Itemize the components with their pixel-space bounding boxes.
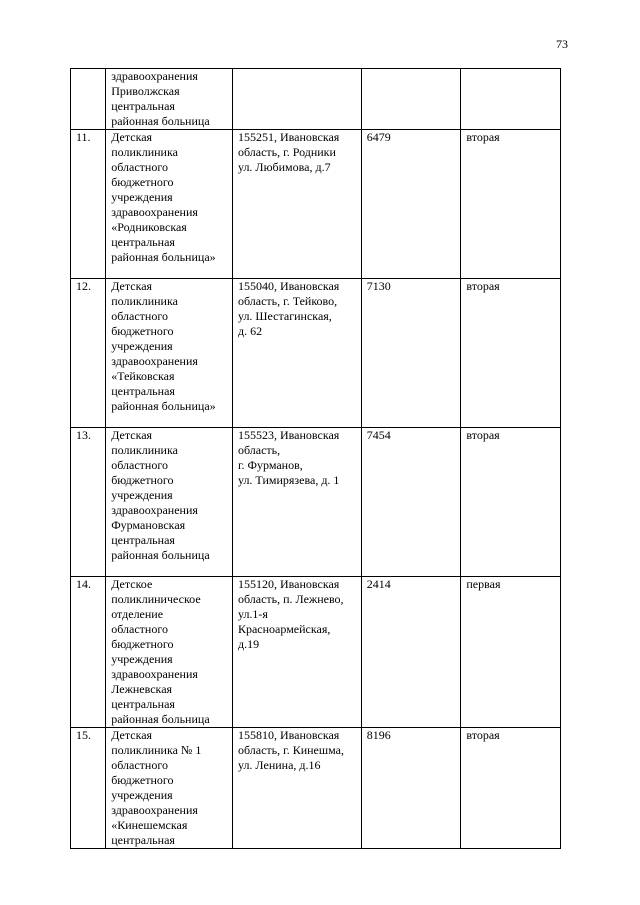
institution-name-line: здравоохранения	[111, 205, 198, 219]
institution-name-line: учреждения	[111, 652, 173, 666]
institution-name-cell	[106, 728, 233, 849]
address-line: область, г. Тейково,	[237, 294, 338, 308]
institution-name-line: Детская	[111, 130, 153, 144]
address-line: 155040, Ивановская	[237, 279, 340, 293]
institution-name-line: центральная	[111, 99, 175, 113]
address-line: д. 62	[237, 324, 263, 338]
category-cell: вторая	[461, 279, 561, 428]
table-row	[71, 577, 561, 728]
institution-name-cell	[106, 428, 233, 577]
population-cell: 7454	[361, 428, 461, 577]
table-row	[71, 428, 561, 577]
institution-name-line: центральная	[111, 833, 175, 847]
row-number-cell: 13.	[71, 428, 106, 577]
address-cell	[232, 428, 361, 577]
institution-name-line: Детское	[111, 577, 153, 591]
institution-name-line: районная больница	[111, 712, 210, 726]
institution-name-cell	[106, 279, 233, 428]
institution-name-line: здравоохранения	[111, 803, 198, 817]
address-cell	[232, 728, 361, 849]
institution-name-line: поликлиническое	[111, 592, 201, 606]
institution-name-line: «Тейковская	[111, 369, 175, 383]
institution-name-line: поликлиника	[111, 145, 178, 159]
institution-name-line: учреждения	[111, 788, 173, 802]
address-line: 155251, Ивановская	[237, 130, 340, 144]
table-row	[71, 279, 561, 428]
institution-name-line: областного	[111, 458, 168, 472]
institution-name-cell	[106, 69, 233, 130]
institution-name-line: бюджетного	[111, 473, 174, 487]
address-line: ул. Ленина, д.16	[237, 758, 321, 772]
category-cell	[461, 69, 561, 130]
institution-name-line: учреждения	[111, 339, 173, 353]
institution-name-line: Детская	[111, 279, 153, 293]
institution-name-line: Фурмановская	[111, 518, 186, 532]
address-line: ул. Тимирязева, д. 1	[237, 473, 340, 487]
category-cell: вторая	[461, 728, 561, 849]
institution-name-line: центральная	[111, 235, 175, 249]
population-cell	[361, 69, 461, 130]
institution-name-line: областного	[111, 622, 168, 636]
address-cell	[232, 577, 361, 728]
institution-name-line: отделение	[111, 607, 164, 621]
clinics-table-body	[71, 69, 561, 849]
institution-name-line: поликлиника № 1	[111, 743, 202, 757]
address-cell	[232, 69, 361, 130]
institution-name-cell	[106, 130, 233, 279]
institution-name-line: районная больница»	[111, 250, 216, 264]
address-line: г. Фурманов,	[237, 458, 303, 472]
institution-name-line: «Родниковская	[111, 220, 187, 234]
institution-name-line: здравоохранения	[111, 354, 198, 368]
category-cell: первая	[461, 577, 561, 728]
category-cell: вторая	[461, 428, 561, 577]
address-line: 155810, Ивановская	[237, 728, 340, 742]
row-number-cell: 15.	[71, 728, 106, 849]
institution-name-line: районная больница	[111, 114, 210, 128]
institution-name-line: центральная	[111, 384, 175, 398]
institution-name-line: бюджетного	[111, 773, 174, 787]
address-line: область, п. Лежнево,	[237, 592, 344, 606]
institution-name-line: учреждения	[111, 488, 173, 502]
address-line: область,	[237, 443, 281, 457]
institution-name-line: здравоохранения	[111, 503, 198, 517]
population-cell: 8196	[361, 728, 461, 849]
institution-name-line: здравоохранения	[111, 667, 198, 681]
institution-name-line: здравоохранения	[111, 69, 198, 83]
institution-name-line: «Кинешемская	[111, 818, 188, 832]
institution-name-line: районная больница	[111, 548, 210, 562]
address-line: область, г. Родники	[237, 145, 336, 159]
institution-name-line: поликлиника	[111, 443, 178, 457]
address-line: ул. Шестагинская,	[237, 309, 332, 323]
address-line: 155523, Ивановская	[237, 428, 340, 442]
address-line: область, г. Кинешма,	[237, 743, 344, 757]
institution-name-line: районная больница»	[111, 399, 216, 413]
row-number-cell: 14.	[71, 577, 106, 728]
row-number-cell	[71, 69, 106, 130]
address-line: ул. Любимова, д.7	[237, 160, 331, 174]
table-row	[71, 130, 561, 279]
clinics-table	[70, 68, 561, 849]
institution-name-line: областного	[111, 160, 168, 174]
institution-name-line: учреждения	[111, 190, 173, 204]
institution-name-line: центральная	[111, 697, 175, 711]
category-cell: вторая	[461, 130, 561, 279]
institution-name-line: областного	[111, 309, 168, 323]
address-line: д.19	[237, 637, 260, 651]
row-number-cell: 11.	[71, 130, 106, 279]
page-number: 73	[556, 37, 568, 51]
address-cell	[232, 130, 361, 279]
table-row	[71, 728, 561, 849]
institution-name-line: Приволжская	[111, 84, 180, 98]
institution-name-line: бюджетного	[111, 324, 174, 338]
population-cell: 6479	[361, 130, 461, 279]
population-cell: 2414	[361, 577, 461, 728]
institution-name-line: Лежневская	[111, 682, 173, 696]
row-number-cell: 12.	[71, 279, 106, 428]
institution-name-line: Детская	[111, 428, 153, 442]
address-line: 155120, Ивановская	[237, 577, 340, 591]
institution-name-line: центральная	[111, 533, 175, 547]
institution-name-line: областного	[111, 758, 168, 772]
address-line: ул.1-я	[237, 607, 268, 621]
institution-name-cell	[106, 577, 233, 728]
institution-name-line: бюджетного	[111, 637, 174, 651]
institution-name-line: бюджетного	[111, 175, 174, 189]
table-row	[71, 69, 561, 130]
institution-name-line: поликлиника	[111, 294, 178, 308]
institution-name-line: Детская	[111, 728, 153, 742]
population-cell: 7130	[361, 279, 461, 428]
address-line: Красноармейская,	[237, 622, 331, 636]
address-cell	[232, 279, 361, 428]
